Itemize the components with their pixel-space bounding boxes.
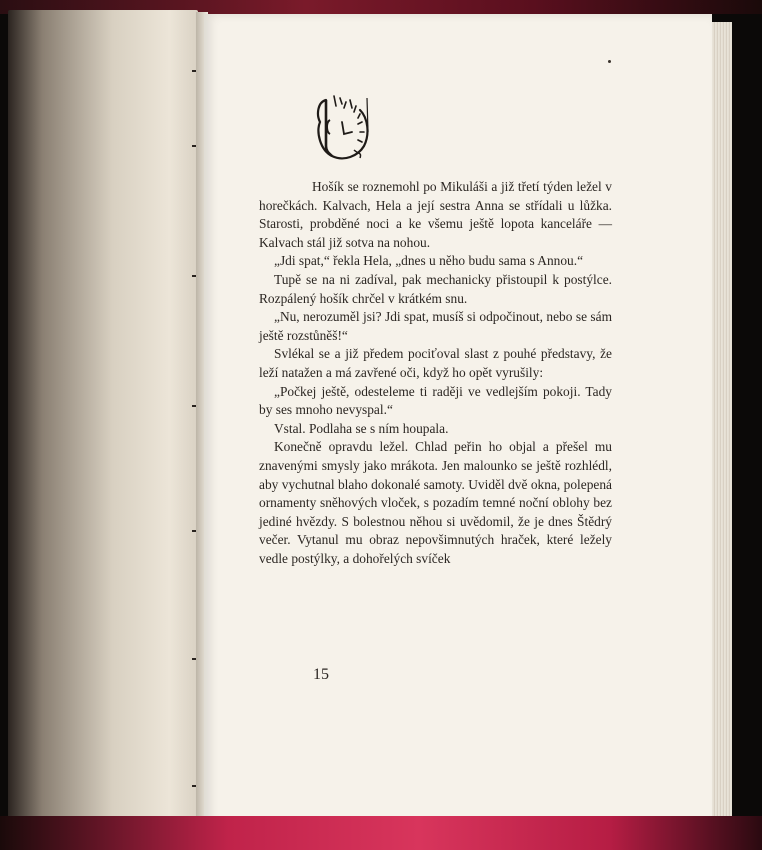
paragraph: Konečně opravdu ležel. Chlad peřin ho objal a přešel mu znavenými smysly jako mrákota. Jen malounko se ještě rozhlédl, aby vychutnal blaho dokonalé samoty. Uviděl dvě okna, polepená ornamenty sněhových vloček, s pozadím temné noční oblohy bez jediné hvězdy. S bolestnou něhou si uvědomil, že je dnes Štědrý večer. Vytanul mu obraz nepovšimnutých hraček, které ležely vedle postýlky, a dohořelých svíček xyxy=(259,439,612,566)
paragraph: „Jdi spat,“ řekla Hela, „dnes u něho budu sama s Annou.“ xyxy=(274,253,584,269)
page-number: 15 xyxy=(313,666,329,683)
paragraph: Hošík se roznemohl po Mikuláši a již třetí týden ležel v horečkách. Kalvach, Hela a její sestra Anna se střídali u lůžka. Starosti, probděné noci a ke všemu ještě lopota kanceláře — Kalvach stál již sotva na nohou. xyxy=(259,179,612,250)
clock-emblem-icon xyxy=(314,92,372,168)
paragraph: „Nu, nerozuměl jsi? Jdi spat, musíš si odpočinout, nebo se sám ještě rozstůněš!“ xyxy=(259,309,612,343)
book-bottom-edge xyxy=(0,816,762,850)
paper-speck xyxy=(608,60,611,63)
right-page xyxy=(204,14,712,826)
paragraph: Tupě se na ni zadíval, pak mechanicky přistoupil k postýlce. Rozpálený hošík chrčel v krátkém snu. xyxy=(259,271,612,306)
paragraph: „Počkej ještě, odesteleme ti raději ve vedlejším pokoji. Tady by ses mnoho nevyspal.“ xyxy=(259,383,612,418)
body-text xyxy=(259,178,612,568)
paragraph: Vstal. Podlaha se s ním houpala. xyxy=(274,420,449,436)
left-page xyxy=(8,10,198,830)
paragraph: Svlékal se a již předem pociťoval slast z pouhé představy, že leží natažen a má zavřené oči, když ho opět vyrušily: xyxy=(259,346,612,380)
